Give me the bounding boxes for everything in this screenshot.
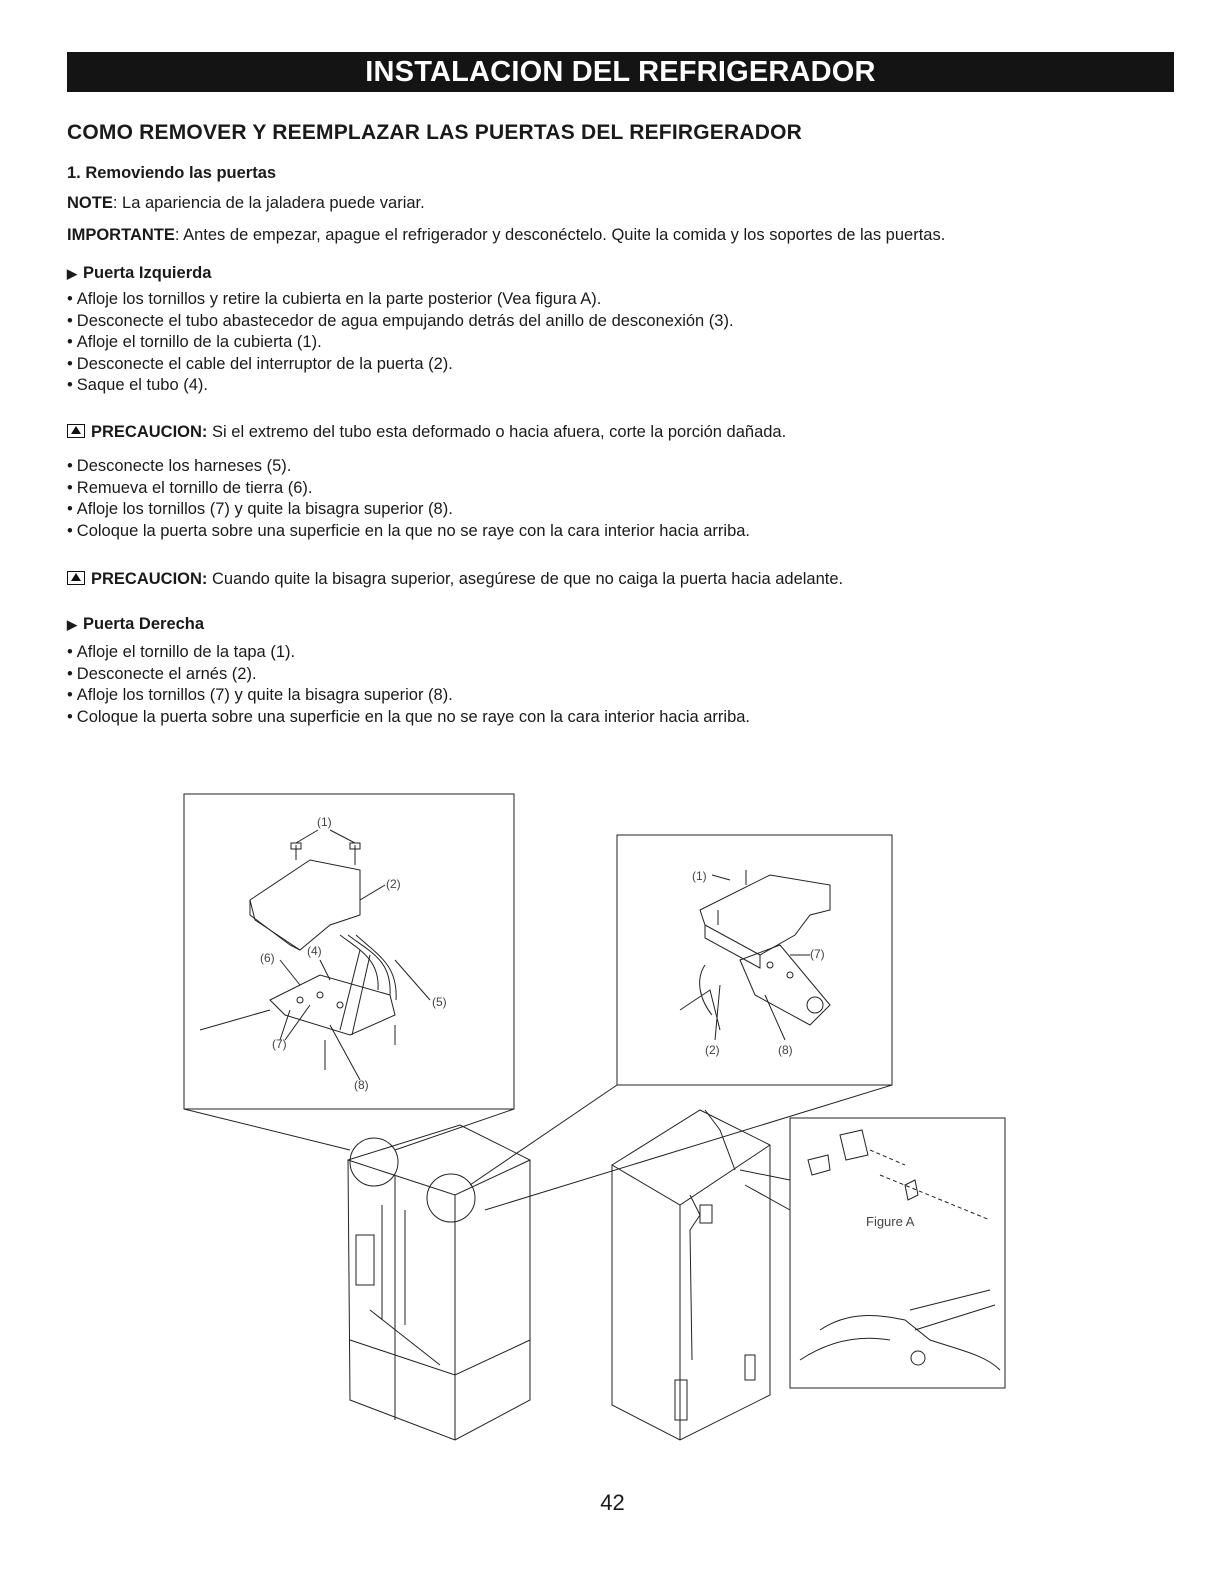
figure-a-caption: Figure A [866, 1214, 915, 1229]
callout-label: (1) [692, 869, 707, 883]
caution-label: PRECAUCION: [91, 423, 208, 441]
list-item: • Saque el tubo (4). [67, 375, 734, 397]
triangle-icon: ▶ [67, 617, 77, 632]
list-item: • Afloje el tornillo de la tapa (1). [67, 642, 750, 664]
list-item: • Desconecte el arnés (2). [67, 664, 750, 686]
right-door-title: Puerta Derecha [83, 615, 205, 633]
caution-label: PRECAUCION: [91, 570, 208, 588]
list-item: • Afloje los tornillos (7) y quite la bisagra superior (8). [67, 685, 750, 707]
important-label: IMPORTANTE [67, 226, 175, 244]
callout-label: (1) [317, 815, 332, 829]
list-item: • Remueva el tornillo de tierra (6). [67, 478, 750, 500]
page-number: 42 [600, 1490, 625, 1515]
note-label: NOTE [67, 194, 113, 212]
list-item: • Afloje los tornillos (7) y quite la bisagra superior (8). [67, 499, 750, 521]
step-heading: 1. Removiendo las puertas [67, 164, 277, 182]
caution-text: Si el extremo del tubo esta deformado o hacia afuera, corte la porción dañada. [207, 423, 787, 441]
left-hinge-detail-box [184, 794, 514, 1109]
caution-text: Cuando quite la bisagra superior, asegúrese de que no caiga la puerta hacia adelante. [207, 570, 844, 588]
callout-label: (8) [354, 1078, 369, 1092]
callout-label: (5) [432, 995, 447, 1009]
page-title: COMO REMOVER Y REEMPLAZAR LAS PUERTAS DEL REFIRGERADOR [67, 121, 802, 144]
left-door-title: Puerta Izquierda [83, 264, 212, 282]
callout-label: (7) [810, 947, 825, 961]
list-item: • Afloje el tornillo de la cubierta (1). [67, 332, 734, 354]
list-item: • Coloque la puerta sobre una superficie en la que no se raye con la cara interior hacia arriba. [67, 707, 750, 729]
triangle-icon: ▶ [67, 266, 77, 281]
callout-label: (8) [778, 1043, 793, 1057]
note-text: : La apariencia de la jaladera puede variar. [112, 194, 425, 212]
callout-label: (6) [260, 951, 275, 965]
callout-label: (7) [272, 1037, 287, 1051]
right-hinge-detail-box [617, 835, 892, 1085]
callout-label: (2) [386, 877, 401, 891]
list-item: • Desconecte los harneses (5). [67, 456, 750, 478]
callout-label: (4) [307, 944, 322, 958]
list-item: • Desconecte el cable del interruptor de la puerta (2). [67, 354, 734, 376]
list-item: • Coloque la puerta sobre una superficie en la que no se raye con la cara interior hacia arriba. [67, 521, 750, 543]
list-item: • Afloje los tornillos y retire la cubierta en la parte posterior (Vea figura A). [67, 289, 734, 311]
list-item: • Desconecte el tubo abastecedor de agua empujando detrás del anillo de desconexión (3). [67, 311, 734, 333]
section-banner: INSTALACION DEL REFRIGERADOR [67, 52, 1174, 92]
callout-label: (2) [705, 1043, 720, 1057]
important-text: : Antes de empezar, apague el refrigerador y desconéctelo. Quite la comida y los soportes de las puertas. [174, 226, 946, 244]
